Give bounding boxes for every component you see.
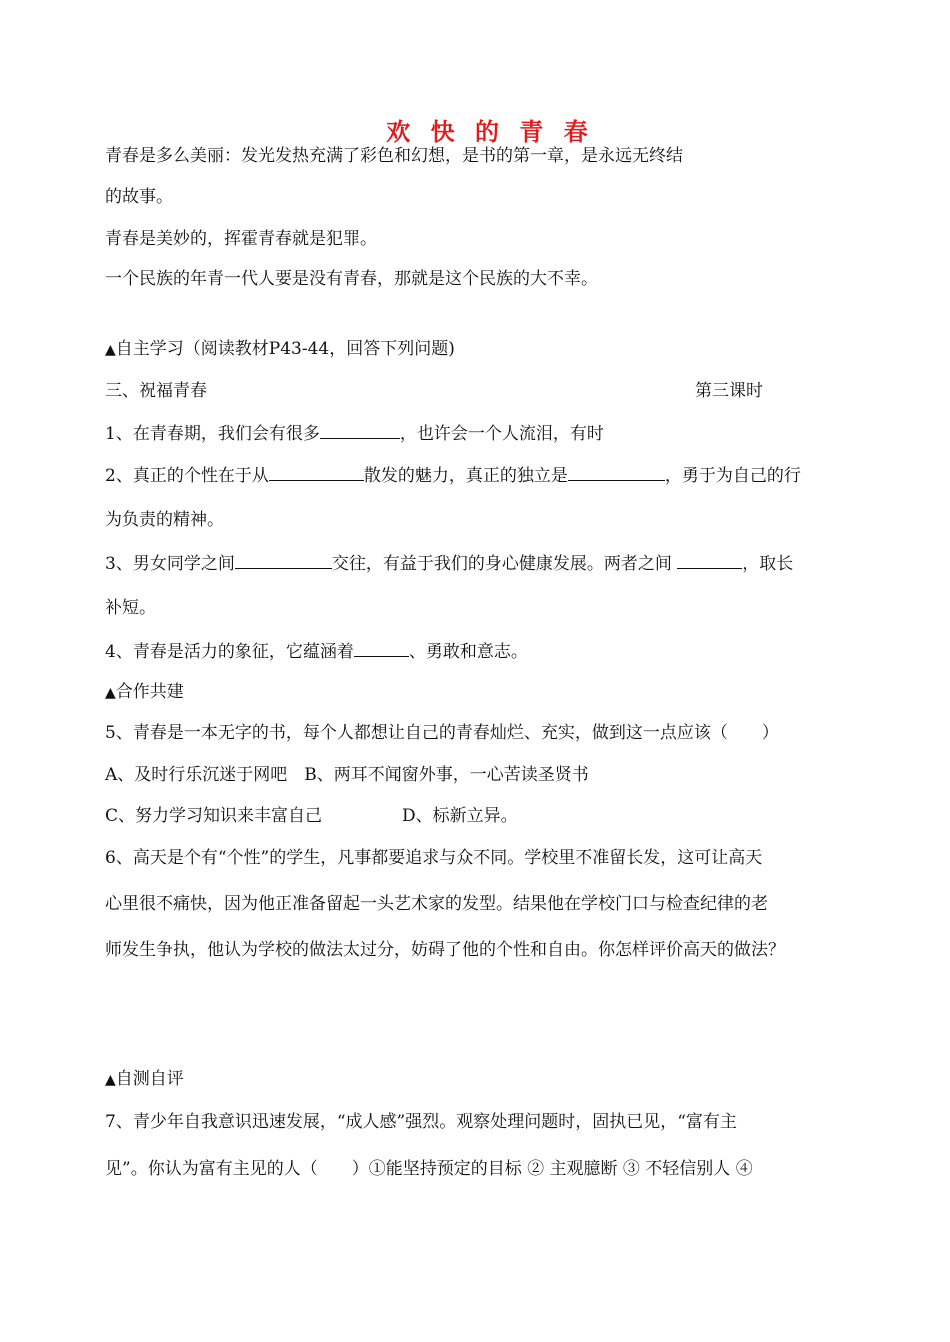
q3-blank-2[interactable] bbox=[677, 551, 742, 569]
section-label: 自主学习（阅读教材P43-44，回答下列问题) bbox=[115, 339, 455, 359]
q3-blank-1[interactable] bbox=[235, 551, 332, 569]
q5-option-c: C、努力学习知识来丰富自己 bbox=[105, 806, 323, 826]
triangle-icon: ▲ bbox=[105, 342, 116, 358]
intro-line-2: 的故事。 bbox=[105, 187, 173, 207]
page-title: 欢 快 的 青 春 bbox=[386, 117, 594, 146]
section-self-test bbox=[105, 1068, 184, 1091]
intro-line-4: 一个民族的年青一代人要是没有青春，那就是这个民族的大不幸。 bbox=[105, 269, 598, 289]
section-cooperation bbox=[105, 681, 184, 704]
question-2-cont: 为负责的精神。 bbox=[105, 510, 224, 530]
question-6-line-3: 师发生争执，他认为学校的做法太过分，妨碍了他的个性和自由。你怎样评价高天的做法？ bbox=[105, 940, 785, 960]
q4-text-b: 、勇敢和意志。 bbox=[408, 642, 528, 662]
intro-line-3: 青春是美妙的，挥霍青春就是犯罪。 bbox=[105, 229, 377, 249]
section-self-study bbox=[105, 338, 455, 361]
q1-blank[interactable] bbox=[320, 421, 400, 439]
q2-text-b: 散发的魅力，真正的独立是 bbox=[363, 466, 568, 486]
q4-blank[interactable] bbox=[354, 639, 409, 657]
q2-text-c: ，勇于为自己的行 bbox=[664, 466, 801, 486]
q3-text-c: ，取长 bbox=[742, 554, 794, 574]
section-label: 合作共建 bbox=[115, 682, 184, 702]
q5-options-ab: A、及时行乐沉迷于网吧 B、两耳不闻窗外事，一心苦读圣贤书 bbox=[105, 765, 589, 785]
q1-text-b: ，也许会一个人流泪，有时 bbox=[399, 424, 604, 444]
question-7-line-1: 7、青少年自我意识迅速发展，“成人感”强烈。观察处理问题时，固执已见，“富有主 bbox=[105, 1112, 737, 1132]
q2-text-a: 2、真正的个性在于从 bbox=[105, 466, 269, 486]
triangle-icon: ▲ bbox=[105, 685, 116, 701]
question-6-line-1: 6、高天是个有“个性”的学生，凡事都要追求与众不同。学校里不准留长发，这可让高天 bbox=[105, 848, 763, 868]
question-7-line-2: 见”。你认为富有主见的人（ ）①能坚持预定的目标 ② 主观臆断 ③ 不轻信别人 ④ bbox=[105, 1159, 753, 1179]
question-3-cont: 补短。 bbox=[105, 598, 156, 618]
q3-text-a: 3、男女同学之间 bbox=[105, 554, 235, 574]
q3-text-b: 交往，有益于我们的身心健康发展。两者之间 bbox=[331, 554, 678, 574]
q2-blank-2[interactable] bbox=[568, 463, 665, 481]
question-5: 5、青春是一本无字的书，每个人都想让自己的青春灿烂、充实，做到这一点应该（ ） bbox=[105, 723, 779, 743]
lesson-period: 第三课时 bbox=[695, 381, 763, 401]
question-4 bbox=[105, 639, 528, 663]
question-6-line-2: 心里很不痛快，因为他正准备留起一头艺术家的发型。结果他在学校门口与检查纪律的老 bbox=[105, 894, 768, 914]
question-2 bbox=[105, 463, 801, 487]
q4-text-a: 4、青春是活力的象征，它蕴涵着 bbox=[105, 642, 354, 662]
question-3 bbox=[105, 551, 793, 575]
q2-blank-1[interactable] bbox=[269, 463, 364, 481]
question-1 bbox=[105, 421, 604, 445]
q1-text-a: 1、在青春期，我们会有很多 bbox=[105, 424, 320, 444]
triangle-icon: ▲ bbox=[105, 1072, 116, 1088]
section-label: 自测自评 bbox=[115, 1069, 184, 1089]
lesson-title: 三、祝福青春 bbox=[105, 381, 207, 401]
q5-option-d: D、标新立异。 bbox=[402, 806, 518, 826]
intro-line-1: 青春是多么美丽：发光发热充满了彩色和幻想，是书的第一章，是永远无终结 bbox=[105, 146, 683, 166]
